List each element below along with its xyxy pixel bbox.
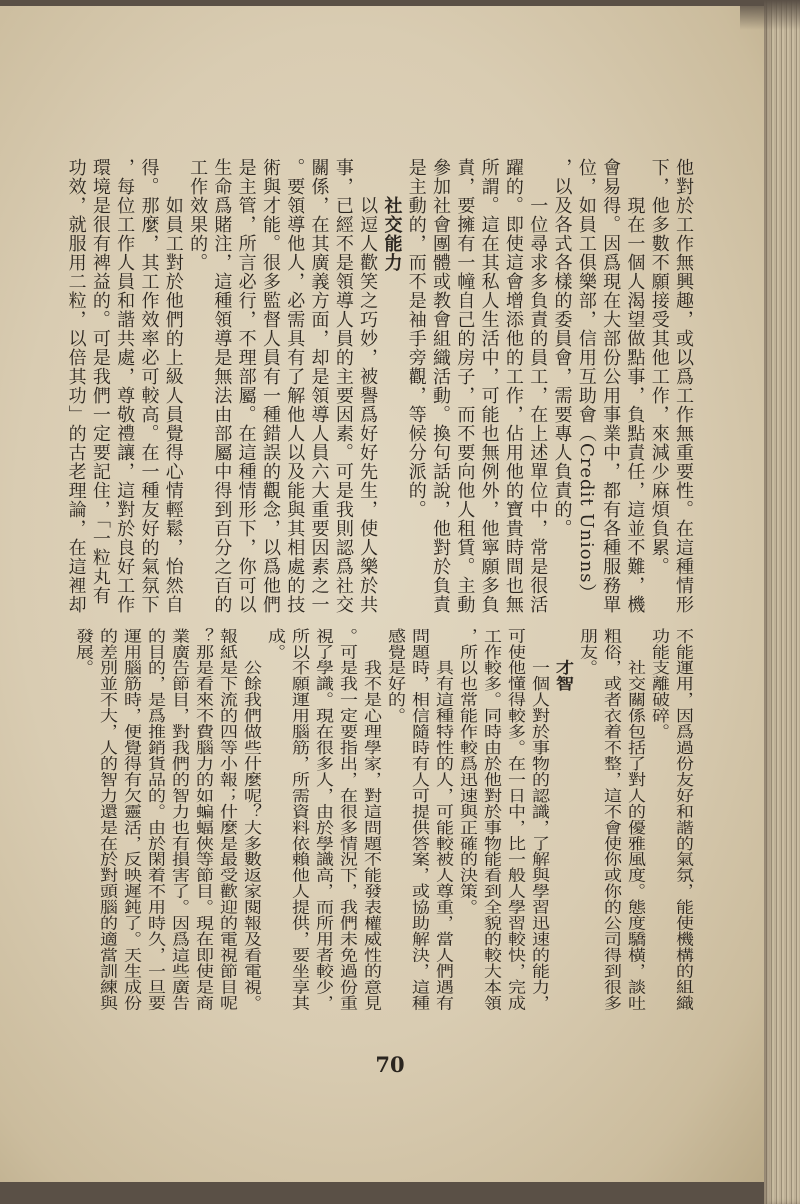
text-column: 感覺是好的。 (385, 628, 406, 724)
text-column: ，所以也常能作較爲迅速與正確的決策。 (457, 628, 478, 916)
text-column: 不能運用，因爲過份友好和諧的氣氛，能使機構的組織 (673, 628, 694, 1012)
section-heading-talent: 才智 (553, 659, 574, 692)
text-column: 的目的，是爲推銷貨品的。由於閑着不用時久，一旦要 (145, 628, 166, 1012)
text-column: 事，已經不是領導人員的主要因素。可是我則認爲社交 (332, 158, 354, 614)
text-column: 。可是我一定要指出，在很多情況下，我們未免過份重 (337, 628, 358, 1012)
text-column: 生命爲賭注，這種領導是無法由部屬中得到百分之百的 (211, 158, 233, 614)
text-column: 發展。 (73, 628, 94, 676)
text-column: 責，要擁有一幢自己的房子，而不要向他人租賃。主動 (454, 158, 476, 614)
text-column: 具有這種特性的人，可能較被人尊重，當人們遇有 (433, 659, 454, 1012)
text-column: 下，他多數不願接受其他工作，來減少麻煩負累。 (648, 158, 670, 576)
text-column: 粗俗，或者衣着不整，這不會使你或你的公司得到很多 (601, 628, 622, 1012)
text-column: 報紙是下流的四等小報；什麼是最受歡迎的電視節目呢 (217, 628, 238, 1012)
text-column: 所以不願運用腦筋，所需資料依賴他人提供，要坐享其 (289, 628, 310, 1012)
text-column: 關係，在其廣義方面，却是領導人員六大重要因素之一 (308, 158, 330, 614)
text-column: 他對於工作無興趣，或以爲工作無重要性。在這種情形 (673, 158, 694, 614)
text-column: 會易得。因爲現在大部份公用事業中，都有各種服務單 (600, 158, 622, 614)
text-column: 是主動的，而不是袖手旁觀，等候分派的。 (405, 158, 427, 519)
lower-text-block (71, 628, 695, 1016)
page-stack-edge (764, 0, 800, 1204)
text-column: 環境是很有裨益的。可是我們一定要記住，「一粒丸有 (89, 158, 111, 605)
text-column: 得。那麼，其工作效率必可較高。在一種友好的氣氛下 (138, 158, 160, 614)
text-column: 工作效果的。 (187, 158, 209, 272)
text-column: 術與才能。很多監督人員有一種錯誤的觀念，以爲他們 (259, 158, 281, 614)
text-column: 公餘我們做些什麼呢？大多數返家閱報及看電視。 (241, 659, 262, 1012)
text-column: 可使他懂得較多。在一日中，比一般人學習較快，完成 (505, 628, 526, 1012)
text-column: 躍的。即使這會增添他的工作，佔用他的寶貴時間也無 (502, 158, 524, 614)
book-page (0, 6, 766, 1182)
text-column: 參加社會團體或教會組織活動。換句話說，他對於負責 (430, 158, 452, 614)
text-column: 功效，就服用二粒，以倍其功」的古老理論，在這裡却 (65, 158, 87, 614)
text-column: 一個人對於事物的認識，了解與學習迅速的能力， (529, 659, 550, 1012)
corner-shadow (740, 0, 800, 30)
text-column: 運用腦筋時，便覺得有欠靈活，反映遲鈍了。天生成份 (121, 628, 142, 1012)
text-column: 工作較多。同時由於他對於事物能看到全貌的較大本領 (481, 628, 502, 1012)
text-column: 是主管，所言必行，不理部屬。在這種情形下，你可以 (235, 158, 257, 614)
text-column: 。要領導他人，必需具有了解他人以及能與其相處的技 (284, 158, 306, 614)
text-column: 社交關係包括了對人的優雅風度。態度驕橫，談吐 (625, 659, 646, 1012)
text-column: 視了學識。現在很多人，由於學識高，而所用者較少， (313, 628, 334, 1012)
text-column: 朋友。 (577, 628, 598, 676)
text-column: 現在一個人渴望做點事，負點責任，這並不難，機 (624, 196, 646, 614)
page-number: 70 (375, 1052, 405, 1077)
text-column: 的差別並不大，人的智力還是在於對頭腦的適當訓練與 (97, 628, 118, 1012)
text-column: 以逗人歡笑之巧妙，被譽爲好好先生，使人樂於共 (357, 196, 379, 614)
text-column: ，以及各式各樣的委員會，需要專人負責的。 (551, 158, 573, 538)
upper-text-block (63, 158, 695, 620)
text-column: ，每位工作人員和諧共處，尊敬禮讓，這對於良好工作 (114, 158, 136, 614)
text-column: 一位尋求多負責的員工，在上述單位中，常是很活 (527, 196, 549, 614)
text-column: 我不是心理學家，對這問題不能發表權威性的意見 (361, 659, 382, 1012)
section-heading-social-skills: 社交能力 (381, 196, 403, 272)
text-column: 業廣告節目，對我們的智力也有損害了。因爲這些廣告 (169, 628, 190, 1012)
text-column: ？那是看來不費腦力的如蝙蝠俠等節目。現在即使是商 (193, 628, 214, 1012)
text-column: 成。 (265, 628, 286, 660)
text-column: 問題時，相信隨時有人可提供答案，或協助解決，這種 (409, 628, 430, 1012)
text-column: 功能支離破碎。 (649, 628, 670, 740)
text-column: 位，如員工俱樂部，信用互助會（Credit Unions） (575, 158, 597, 603)
text-column: 所謂。這在其私人生活中，可能也無例外，他寧願多負 (478, 158, 500, 614)
text-column: 如員工對於他們的上級人員覺得心情輕鬆，怡然自 (162, 196, 184, 614)
